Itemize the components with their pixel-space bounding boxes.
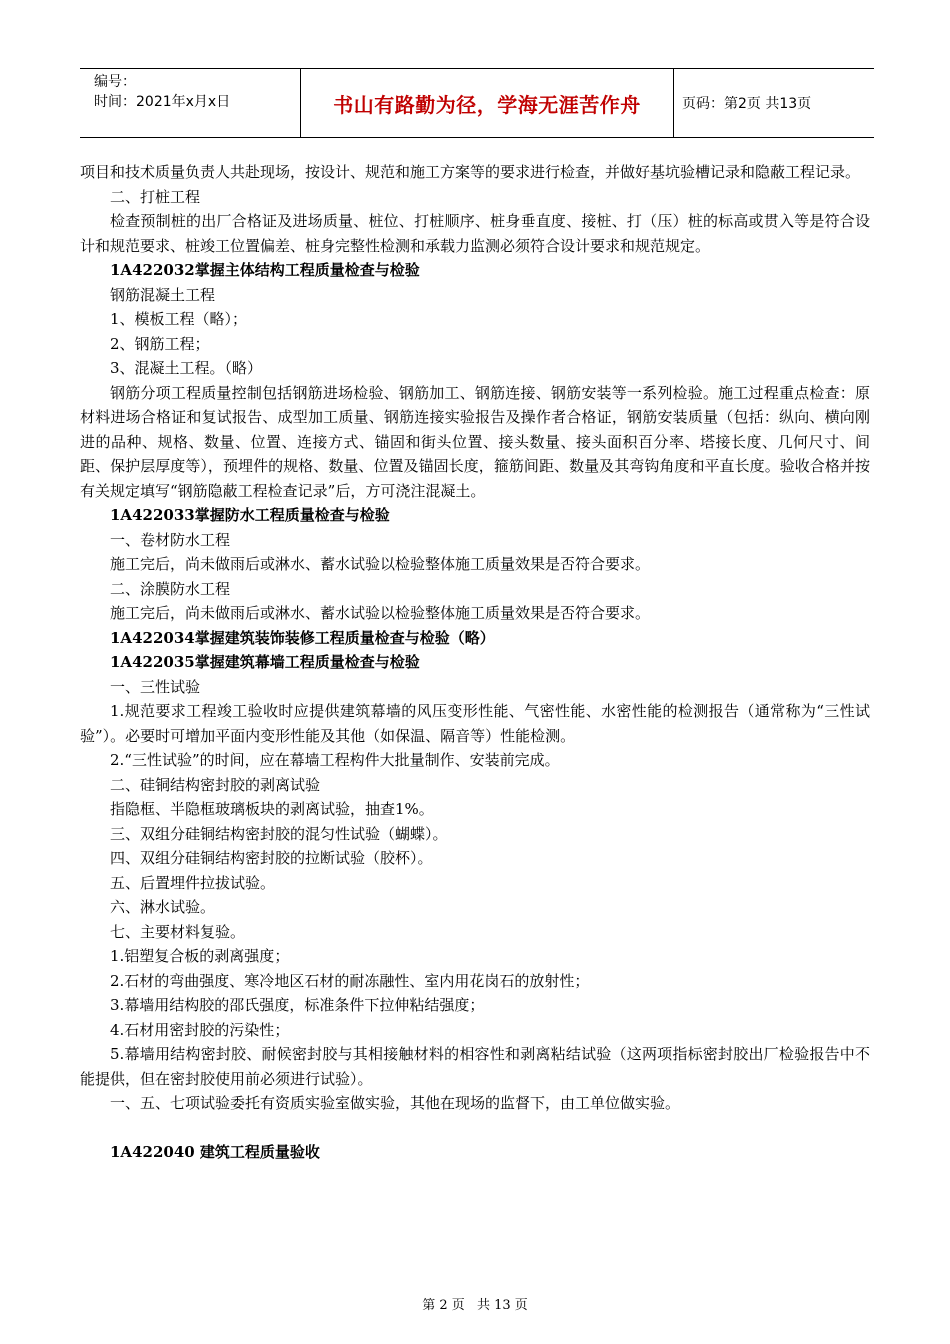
paragraph: 二、涂膜防水工程 <box>110 579 231 598</box>
paragraph: 3、混凝土工程。（略） <box>110 359 263 377</box>
page-header <box>80 68 874 138</box>
paragraph: 指隐框、半隐框玻璃板块的剥离试验，抽查1%。 <box>110 800 434 818</box>
paragraph: 二、打桩工程 <box>110 187 201 206</box>
paragraph: 1.规范要求工程竣工验收时应提供建筑幕墙的风压变形性能、气密性能、水密性能的检测报告（通常称为“三性试验”）。必要时可增加平面内变形性能及其他（如保温、隔音等）性能检测。 <box>80 702 870 745</box>
paragraph: 一、卷材防水工程 <box>110 530 231 549</box>
paragraph: 钢筋混凝土工程 <box>110 285 216 304</box>
paragraph: 2.“三性试验”的时间，应在幕墙工程构件大批量制作、安装前完成。 <box>110 751 560 769</box>
section-gap <box>80 1116 870 1140</box>
header-motto: 书山有路勤为径，学海无涯苦作舟 <box>301 69 674 137</box>
section-heading: 1A422034掌握建筑装饰装修工程质量检查与检验（略） <box>110 628 495 647</box>
header-time: 时间：2021年x月x日 <box>94 94 231 110</box>
paragraph: 1.铝塑复合板的剥离强度； <box>110 947 290 965</box>
paragraph: 一、五、七项试验委托有资质实验室做实验，其他在现场的监督下，由工单位做实验。 <box>110 1094 681 1112</box>
paragraph: 钢筋分项工程质量控制包括钢筋进场检验、钢筋加工、钢筋连接、钢筋安装等一系列检验。施工过程重点检查：原材料进场合格证和复试报告、成型加工质量、钢筋连接实验报告及操作者合格证，钢筋安装质量（包括：纵向、横向刚进的品种、规格、数量、位置、连接方式、锚固和街头位置、接头数量、接头面积百分率、塔接长度、几何尺寸、间距、保护层厚度等），预埋件的规格、数量、位置及锚固长度，箍筋间距、数量及其弯钩角度和平直长度。验收合格并按有关规定填写“钢筋隐蔽工程检查记录”后，方可浇注混凝土。 <box>80 383 870 500</box>
paragraph: 3.幕墙用结构胶的邵氏强度，标准条件下拉伸粘结强度； <box>110 996 485 1014</box>
section-heading: 1A422033掌握防水工程质量检查与检验 <box>110 506 390 524</box>
paragraph: 五、后置埋件拉拔试验。 <box>110 873 276 892</box>
footer-page-number: 第 2 页 <box>422 1298 465 1313</box>
footer-page-total: 共 13 页 <box>476 1298 528 1313</box>
paragraph: 三、双组分硅铜结构密封胶的混匀性试验（蝴蝶）。 <box>110 824 448 843</box>
paragraph: 施工完后，尚未做雨后或淋水、蓄水试验以检验整体施工质量效果是否符合要求。 <box>110 604 651 622</box>
paragraph: 七、主要材料复验。 <box>110 922 246 941</box>
paragraph: 施工完后，尚未做雨后或淋水、蓄水试验以检验整体施工质量效果是否符合要求。 <box>110 555 651 573</box>
header-meta <box>80 69 301 137</box>
paragraph: 项目和技术质量负责人共赴现场，按设计、规范和施工方案等的要求进行检查，并做好基坑验槽记录和隐蔽工程记录。 <box>80 163 861 181</box>
section-heading: 1A422032掌握主体结构工程质量检查与检验 <box>110 261 420 279</box>
paragraph: 5.幕墙用结构密封胶、耐候密封胶与其相接触材料的相容性和剥离粘结试验（这两项指标密封胶出厂检验报告中不能提供，但在密封胶使用前必须进行试验）。 <box>80 1045 870 1088</box>
paragraph: 2、钢筋工程； <box>110 334 210 353</box>
paragraph: 2.石材的弯曲强度、寒冷地区石材的耐冻融性、室内用花岗石的放射性； <box>110 971 590 990</box>
document-body <box>80 160 870 1164</box>
section-heading: 1A422040 建筑工程质量验收 <box>110 1142 320 1161</box>
paragraph: 四、双组分硅铜结构密封胶的拉断试验（胶杯）。 <box>110 849 433 867</box>
paragraph: 二、硅铜结构密封胶的剥离试验 <box>110 775 321 794</box>
page-footer <box>0 1294 950 1313</box>
header-number: 编号： <box>94 74 136 90</box>
paragraph: 检查预制桩的出厂合格证及进场质量、桩位、打桩顺序、桩身垂直度、接桩、打（压）桩的标高或贯入等是符合设计和规范要求、桩竣工位置偏差、桩身完整性检测和承载力监测必须符合设计要求和规范规定。 <box>80 212 870 255</box>
paragraph: 1、模板工程（略）； <box>110 310 248 328</box>
section-heading: 1A422035掌握建筑幕墙工程质量检查与检验 <box>110 653 420 671</box>
paragraph-list <box>80 160 870 1116</box>
header-page-info: 页码：第2页 共13页 <box>682 96 812 112</box>
paragraph: 六、淋水试验。 <box>110 898 216 916</box>
paragraph: 一、三性试验 <box>110 677 201 696</box>
paragraph: 4.石材用密封胶的污染性； <box>110 1020 290 1039</box>
